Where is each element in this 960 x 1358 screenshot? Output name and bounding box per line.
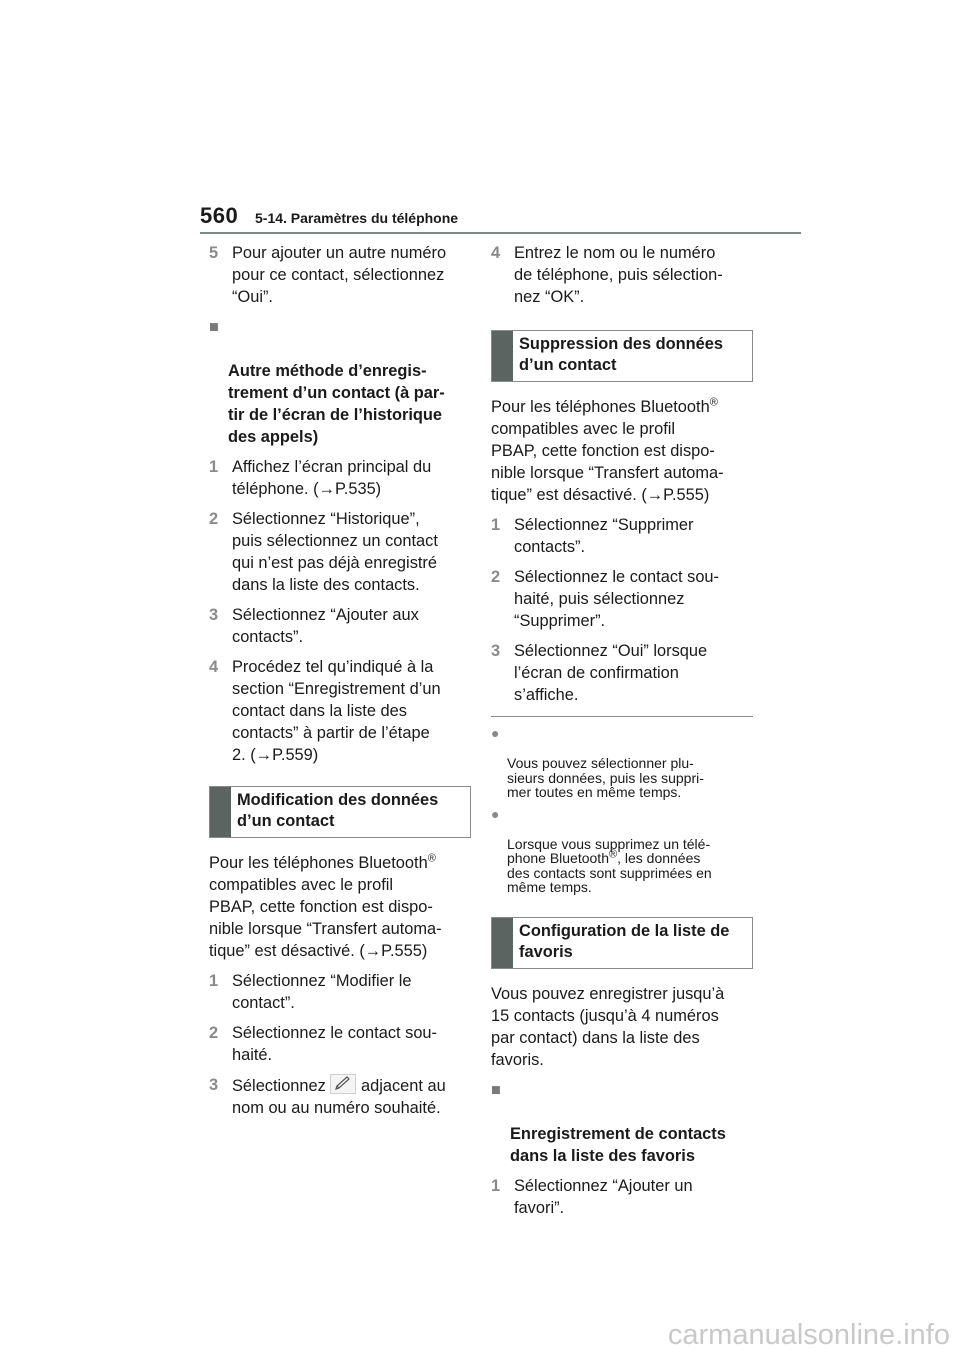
square-bullet-icon: ■	[491, 1080, 501, 1099]
section-box-delete	[491, 330, 753, 382]
note-1	[491, 727, 753, 800]
favorites-intro: Vous pouvez enregistrer jusqu’à 15 contacts (jusqu’à 4 numéros par contact) dans la liste des favoris.	[491, 984, 725, 1069]
step-number: 2	[209, 510, 219, 528]
registered-mark: ®	[608, 848, 618, 861]
section-title: 5-14. Paramètres du téléphone	[255, 210, 459, 226]
step-number: 4	[491, 244, 501, 262]
step-5	[209, 242, 471, 308]
modify-step-1	[209, 970, 471, 1014]
pencil-icon	[330, 1074, 356, 1094]
section-box-bar	[492, 918, 513, 968]
step-number: 3	[209, 606, 219, 624]
header-rule	[200, 232, 801, 234]
step-text: Sélectionnez “Historique”, puis sélectionnez un contact qui n’est pas déjà enregistré dans la liste des contacts.	[232, 510, 438, 594]
left-column	[209, 242, 471, 1127]
step-number: 1	[491, 1176, 501, 1195]
step-text: Entrez le nom ou le numéro de téléphone, puis sélection- nez “OK”.	[514, 244, 723, 306]
favorites-step-1	[491, 1175, 753, 1219]
delete-step-2	[491, 566, 753, 632]
step-text-b: adjacent au nom ou au numéro souhaité.	[232, 1077, 446, 1117]
modify-intro	[209, 852, 471, 962]
delete-step-1	[491, 514, 753, 558]
step-number: 2	[491, 568, 501, 586]
note-text: Vous pouvez sélectionner plu- sieurs données, puis les suppri- mer toutes en même temps.	[507, 755, 704, 800]
watermark: carmanualsonline.info	[667, 1319, 950, 1351]
step-number: 5	[209, 244, 219, 262]
step-text: Affichez l’écran principal du téléphone. (→P.535)	[232, 458, 432, 498]
step-number: 1	[209, 458, 219, 476]
delete-intro	[491, 396, 753, 506]
section-box-bar	[210, 787, 231, 837]
section-box-title: Modification des données d’un contact	[237, 791, 439, 830]
subhead-text: Autre méthode d’enregis- trement d’un contact (à par- tir de l’écran de l’historique des appels)	[228, 362, 445, 446]
step-number: 1	[491, 516, 501, 534]
bullet-dot-icon: ●	[491, 805, 500, 822]
section-box-modify	[209, 786, 471, 838]
bullet-dot-icon: ●	[491, 725, 500, 741]
step-text: Sélectionnez le contact sou- haité.	[232, 1024, 438, 1064]
step-text: Procédez tel qu’indiqué à la section “Enregistrement d’un contact dans la liste des contacts” à partir de l’étape 2. (→P.559)	[232, 658, 441, 764]
step-text: Sélectionnez le contact sou- haité, puis sélectionnez “Supprimer”.	[514, 568, 720, 630]
history-step-2	[209, 508, 471, 596]
step-number: 3	[209, 1076, 219, 1094]
right-column	[491, 242, 753, 1227]
step-text: Sélectionnez “Ajouter un favori”.	[514, 1176, 693, 1217]
step-4	[491, 242, 753, 308]
registered-mark: ®	[427, 852, 436, 865]
section-box-title: Configuration de la liste de favoris	[519, 921, 730, 961]
history-step-1	[209, 456, 471, 500]
intro-text: Pour les téléphones Bluetooth	[491, 398, 710, 416]
page-number: 560	[200, 203, 239, 228]
modify-step-2	[209, 1022, 471, 1066]
intro-text-cont: compatibles avec le profil PBAP, cette fonction est dispo- nible lorsque “Transfert automa- tique” est désactivé. (→P.555)	[209, 876, 442, 960]
step-text-a: Sélectionnez	[232, 1077, 326, 1095]
step-text	[232, 1077, 446, 1117]
subhead-history	[209, 316, 471, 448]
registered-mark: ®	[709, 396, 718, 409]
delete-step-3	[491, 640, 753, 706]
note-text: Lorsque vous supprimez un télé- phone Bluetooth	[507, 835, 711, 866]
notes-divider	[491, 716, 753, 717]
step-number: 2	[209, 1024, 219, 1042]
step-text: Sélectionnez “Modifier le contact”.	[232, 972, 412, 1012]
step-text: Sélectionnez “Oui” lorsque l’écran de confirmation s’affiche.	[514, 642, 708, 704]
history-step-3	[209, 604, 471, 648]
step-text: Sélectionnez “Ajouter aux contacts”.	[232, 606, 419, 646]
intro-text-cont: compatibles avec le profil PBAP, cette fonction est dispo- nible lorsque “Transfert automa- tique” est désactivé. (→P.555)	[491, 420, 724, 504]
subhead-favorites	[491, 1079, 753, 1167]
step-text: Pour ajouter un autre numéro pour ce contact, sélectionnez “Oui”.	[232, 244, 447, 306]
section-box-bar	[492, 331, 513, 381]
step-text: Sélectionnez “Supprimer contacts”.	[514, 516, 694, 556]
section-box-title: Suppression des données d’un contact	[519, 335, 724, 374]
section-box-favorites	[491, 917, 753, 969]
step-number: 4	[209, 658, 219, 676]
note-2	[491, 805, 753, 895]
square-bullet-icon: ■	[209, 318, 219, 336]
step-number: 3	[491, 642, 501, 660]
note-text-cont: , les données des contacts sont supprimées en même temps.	[507, 850, 712, 895]
modify-step-3	[209, 1074, 471, 1119]
intro-text: Pour les téléphones Bluetooth	[209, 854, 428, 872]
history-step-4	[209, 656, 471, 766]
step-number: 1	[209, 972, 219, 990]
subhead-text: Enregistrement de contacts dans la liste des favoris	[510, 1124, 726, 1165]
